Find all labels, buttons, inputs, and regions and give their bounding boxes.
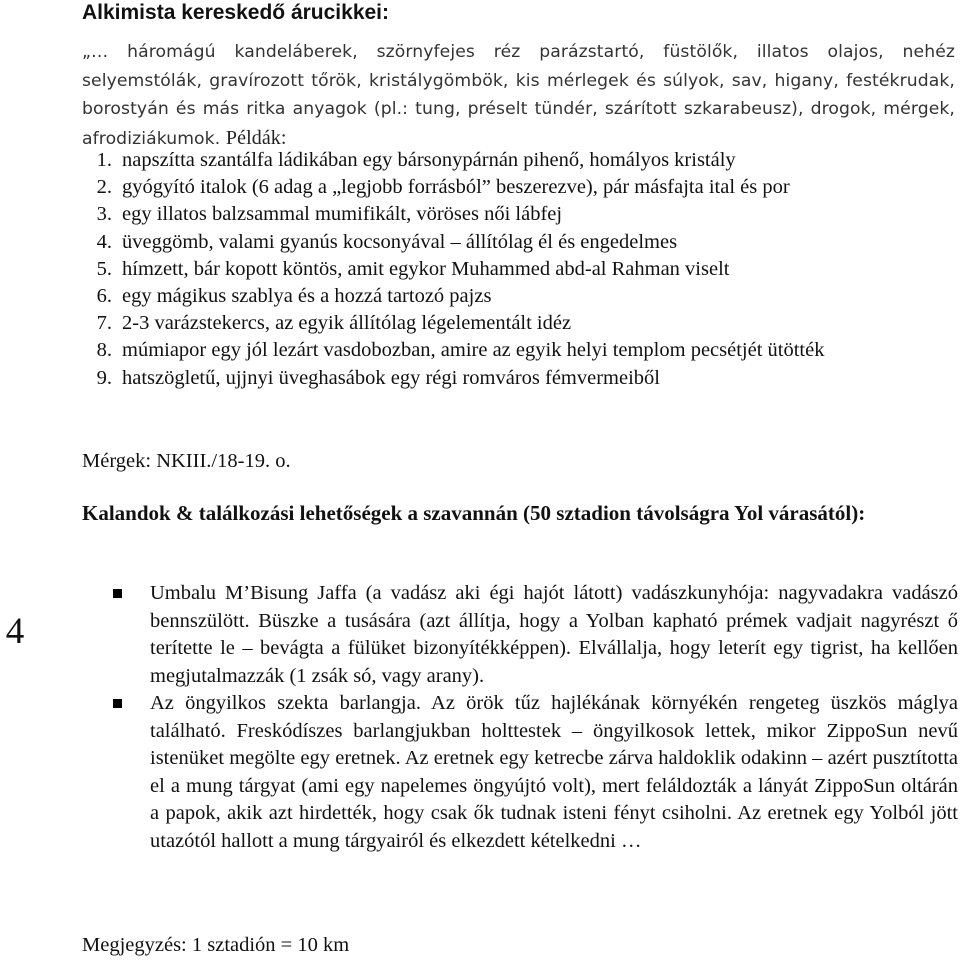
list-item — [82, 580, 958, 690]
intro-paragraph — [82, 38, 955, 153]
list-item — [82, 283, 957, 310]
item-text: hatszögletű, ujjnyi üveghasábok egy régi romváros fémvermeiből — [122, 366, 660, 389]
encounter-text: Az öngyilkos szekta barlangja. Az örök tűz hajlékának környékén rengeteg üszkös máglya található. Freskódíszes barlangjukban holttestek – öngyilkosok lettek, mikor ZippoSun nevű istenüket megölte egy eretnek. Az eretnek egy ketrecbe zárva haldoklik odakinn – azért pusztította el a mung tárgyat (ami egy napelemes öngyújtó volt), mert feláldozták a lányát ZippoSun oltárán a papok, akik azt hirdették, hogy csak ők tudnak isteni fényt csiholni. Az eretnek egy Yolból jött utazótól hallott a mung tárgyairól és elkezdett kételkedni … — [150, 692, 958, 852]
intro-text: „… háromágú kandeláberek, szörnyfejes réz parázstartó, füstölők, illatos olajos, nehéz selyemstólák, gravírozott tőrök, kristálygömbök, kis mérlegek és súlyok, sav, higany, festékrudak, borostyán és más ritka anyagok (pl.: tung, préselt tündér, szárított szkarabeusz), drogok, mérgek, afrodiziákumok. — [82, 42, 955, 149]
item-text: egy mágikus szablya és a hozzá tartozó pajzs — [122, 285, 492, 308]
encounters-list — [82, 580, 958, 855]
distance-note: Megjegyzés: 1 sztadión = 10 km — [82, 934, 350, 956]
list-item — [82, 365, 957, 392]
item-number: 1. — [96, 149, 112, 171]
item-text: gyógyító italok (6 adag a „legjobb forrásból” beszerezve), pár másfajta ital és por — [122, 176, 790, 199]
square-bullet-icon — [113, 699, 122, 708]
item-text: hímzett, bár kopott köntös, amit egykor Muhammed abd-al Rahman viselt — [122, 257, 730, 280]
adventures-heading: Kalandok & találkozási lehetőségek a szavannán (50 sztadion távolságra Yol várasától): — [82, 501, 866, 525]
item-number: 2. — [96, 176, 112, 199]
item-number: 8. — [96, 339, 112, 362]
list-item — [82, 174, 957, 201]
list-item — [82, 256, 957, 283]
examples-list — [82, 147, 957, 392]
item-number: 9. — [96, 366, 112, 389]
item-number: 7. — [96, 312, 112, 335]
item-text: napszítta szantálfa ládikában egy bársonypárnán pihenő, homályos kristály — [122, 149, 736, 171]
examples-label: Példák: — [225, 126, 287, 149]
item-number: 4. — [96, 230, 112, 253]
item-number: 3. — [96, 203, 112, 226]
merchant-goods-heading: Alkimista kereskedő árucikkei: — [82, 1, 390, 24]
page-number: 4 — [5, 611, 25, 652]
item-text: üveggömb, valami gyanús kocsonyával – állítólag él és engedelmes — [122, 230, 678, 253]
item-number: 5. — [96, 257, 112, 280]
list-item — [82, 690, 958, 855]
square-bullet-icon — [113, 589, 122, 598]
encounter-text: Umbalu M’Bisung Jaffa (a vadász aki égi hajót látott) vadászkunyhója: nagyvadakra vadászó bennszülött. Büszke a tusására (azt állítja, hogy a Yolban kapható prémek vadjait nagyrészt ő terítette le – bevágta a fülüket bizonyítékképpen). Elvállalja, hogy leterít egy tigrist, ha kellően megjutalmazzák (1 zsák só, vagy arany). — [150, 582, 958, 687]
list-item — [82, 147, 957, 174]
poisons-reference: Mérgek: NKIII./18-19. o. — [82, 450, 291, 472]
item-number: 6. — [96, 285, 112, 308]
item-text: 2-3 varázstekercs, az egyik állítólag légelementált idéz — [122, 312, 572, 335]
item-text: múmiapor egy jól lezárt vasdobozban, amire az egyik helyi templom pecsétjét ütötték — [122, 339, 825, 362]
list-item — [82, 201, 957, 228]
list-item — [82, 229, 957, 256]
list-item — [82, 337, 957, 364]
list-item — [82, 310, 957, 337]
item-text: egy illatos balzsammal mumifikált, vöröses női lábfej — [122, 203, 563, 226]
